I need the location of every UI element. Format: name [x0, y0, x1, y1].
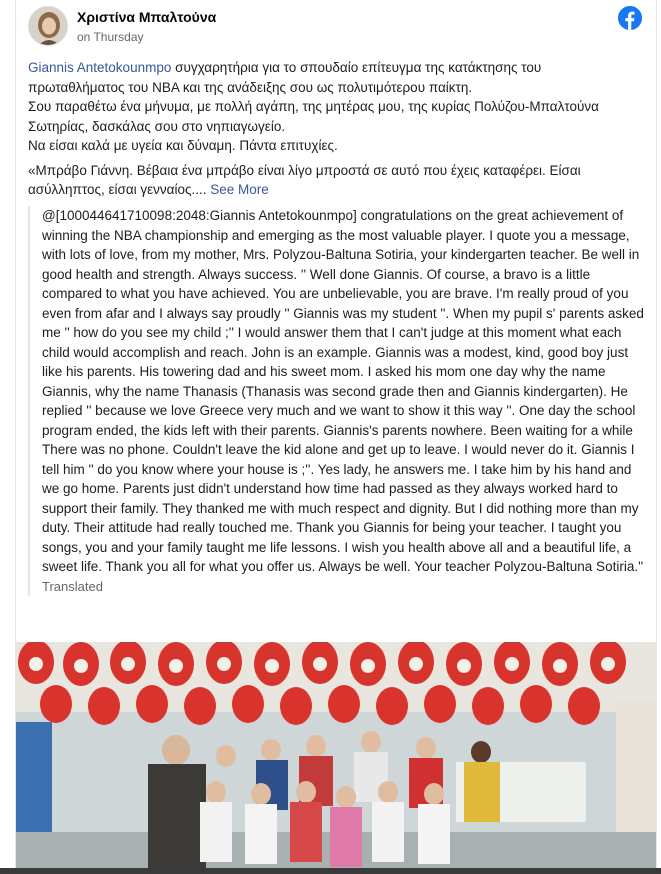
- author-name[interactable]: Χριστίνα Μπαλτούνα: [77, 9, 217, 25]
- post-quote: [28, 161, 628, 200]
- mention-link[interactable]: Giannis Antetokounmpo: [28, 60, 172, 75]
- post-line-3: Να είσαι καλά με υγεία και δύναμη. Πάντα επιτυχίες.: [28, 138, 338, 153]
- post-timestamp[interactable]: on Thursday: [77, 30, 144, 44]
- quote-text: «Μπράβο Γιάννη. Βέβαια ένα μπράβο είναι λίγο μπροστά σε αυτό που έχεις καταφέρει. Είσαι ασύλληπτος, είσαι γενναίος....: [28, 162, 581, 197]
- see-more-link[interactable]: See More: [210, 182, 269, 197]
- post-body: [28, 58, 628, 200]
- translation-text: @[100044641710098:2048:Giannis Antetokounmpo] congratulations on the great achievement of winning the NBA championship and emerging as the most valuable player. I quote you a message, with lots of love, from my mother, Mrs. Polyzou-Baltuna Sotiria, your kindergarten teacher. Be well in good health and strength. Always success. '' Well done Giannis. Of course, a bravo is a little compared to what you have achieved. You are unbelievable, you are brave. I'm really proud of you even from afar and I always say proudly '' Giannis was my student ''. When my pupil s' parents asked me '' how do you see my child ;'' I would answer them that I can't judge at this moment what each child would accomplish and reach. John is an example. Giannis was a modest, kind, good boy just like his parents. His towering dad and his sweet mom. I asked his mom one day why the name Giannis, why the name Thanasis (Thanasis was second grade then and Giannis kindergarten). He replied '' because we love Greece very much and we want to show it this way ''. One day the school program ended, the kids left with their parents. Giannis's parents nowhere. Been waiting for a while There was no phone. Couldn't leave the kid alone and get up to leave. I would never do it. Giannis I tell him '' do you know where your house is ;''. Yes lady, he answers me. I take him by his hand and we go home. Parents just didn't understand how time had passed as they always worked hard to support their family. They thanked me with much respect and dignity. But I did nothing more than my duty. Their attitude had really touched me. Thank you Giannis for being your teacher. I taught you songs, you and your family taught me life lessons. I wish you health above all and a beautiful life, a sweet life. Thank you all for what you offer us. Always be well. Your teacher Polyzou-Baltuna Sotiria.'': [42, 208, 644, 574]
- post-line-2: Σου παραθέτω ένα μήνυμα, με πολλή αγάπη, της μητέρας μου, της κυρίας Πολύζου-Μπαλτούνα Σωτηρίας, δασκάλας σου στο νηπιαγωγείο.: [28, 99, 599, 134]
- avatar[interactable]: [28, 6, 68, 46]
- translation-block: [28, 206, 644, 596]
- bottom-scroll-bar: [0, 868, 661, 874]
- post-header: [28, 6, 642, 46]
- facebook-logo-icon: [618, 6, 642, 30]
- post-photo[interactable]: [16, 642, 656, 874]
- classroom-photo-image: [16, 642, 656, 874]
- post-paragraph-1: [28, 58, 628, 97]
- translated-label[interactable]: Translated: [42, 578, 103, 594]
- avatar-image: [29, 7, 68, 46]
- post-line-1: συγχαρητήρια για το σπουδαίο επίτευγμα της κατάκτησης του πρωταθλήματος του NBA και της ανάδειξης σου ως πολυτιμότερου παίκτη.: [28, 60, 542, 95]
